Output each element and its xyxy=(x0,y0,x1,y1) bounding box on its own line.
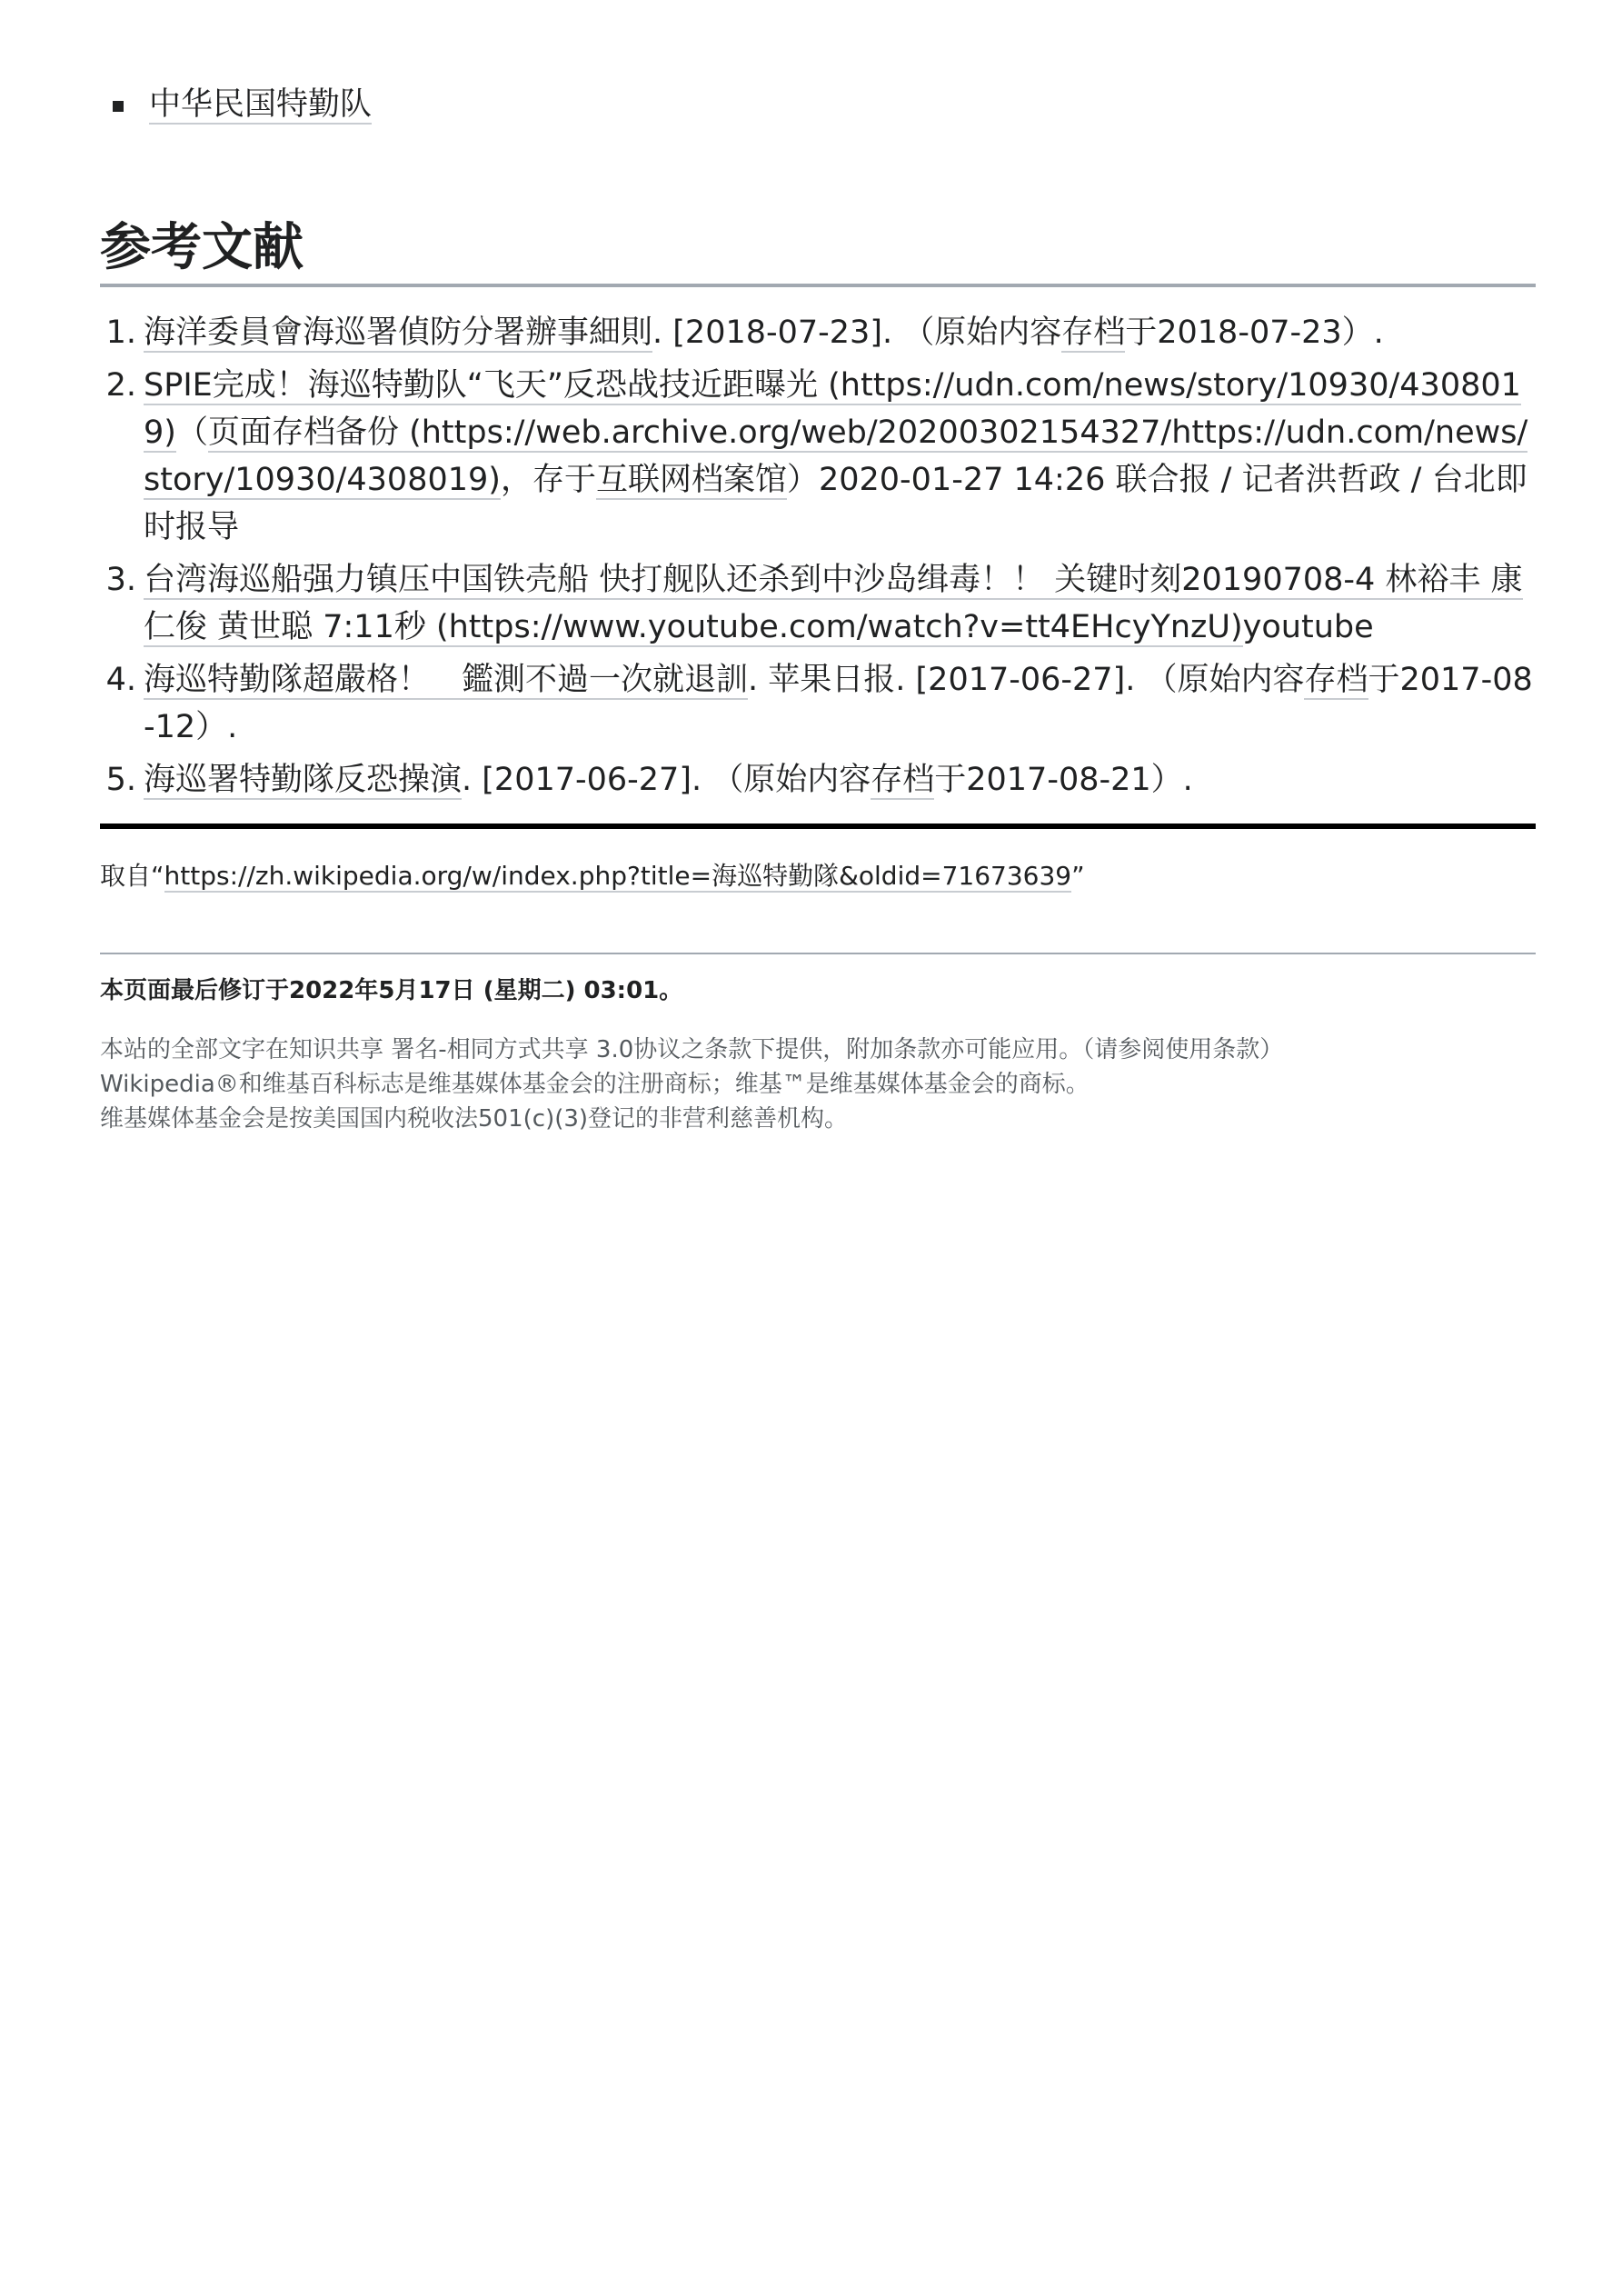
archive-date-text: 于2018-07-23）. xyxy=(1125,314,1384,351)
archive-link[interactable]: 存档 xyxy=(871,762,935,798)
archive-link[interactable]: 存档 xyxy=(1061,314,1126,351)
reference-item-5 xyxy=(105,756,1536,804)
see-also-list xyxy=(100,80,1536,129)
last-modified-text: 本页面最后修订于2022年5月17日 (星期二) 03:01。 xyxy=(100,977,683,1004)
footer-info xyxy=(100,1033,1536,1136)
page-content xyxy=(100,80,1536,1136)
reference-title-link[interactable]: 海巡署特勤隊反恐操演 xyxy=(144,762,463,798)
retrieved-from xyxy=(100,858,1536,894)
see-also-item xyxy=(100,80,1536,129)
reference-date-text: . [2017-06-27]. （原始内容 xyxy=(462,762,871,798)
reference-item-3 xyxy=(105,556,1536,651)
bullet-square-icon xyxy=(113,101,124,112)
reference-date-text: . [2018-07-23]. （原始内容 xyxy=(652,314,1062,351)
reference-source-text: ）2020-01-27 14:26 联合报 / 记者洪哲政 / 台北即时报导 xyxy=(144,462,1527,545)
retrieved-prefix: 取自“ xyxy=(100,861,164,891)
reference-source-text: youtube xyxy=(1242,609,1374,645)
reference-date-text: . 苹果日报. [2017-06-27]. （原始内容 xyxy=(748,662,1305,698)
reference-stored-text: ，存于 xyxy=(500,462,596,498)
nonprofit-text: 维基媒体基金会是按美国国内税收法501(c)(3)登记的非营利慈善机构。 xyxy=(100,1105,849,1133)
archive-date-text: 于2017-08-12）. xyxy=(144,662,1533,745)
content-end-divider xyxy=(100,824,1536,829)
backup-archive-link[interactable]: 页面存档备份 (https://web.archive.org/web/20200302154327/https://udn.com/news/story/10930/4308019) xyxy=(144,414,1528,498)
reference-title-link[interactable]: 台湾海巡船强力镇压中国铁壳船 快打舰队还杀到中沙岛缉毒！！ 关键时刻20190708-4 林裕丰 康仁俊 黄世聪 7:11秒 (https://www.youtube.com/watch?v=tt4EHcyYnzU) xyxy=(144,562,1523,645)
trademark-text: Wikipedia®和维基百科标志是维基媒体基金会的注册商标；维基™是维基媒体基金会的商标。 xyxy=(100,1071,1090,1098)
license-text: 本站的全部文字在知识共享 署名-相同方式共享 3.0协议之条款下提供，附加条款亦可能应用。（请参阅使用条款） xyxy=(100,1036,1284,1063)
reference-number: 3. xyxy=(105,562,136,598)
reference-paren-text: （ xyxy=(175,414,208,451)
reference-number: 2. xyxy=(105,367,136,404)
reference-item-4 xyxy=(105,656,1536,751)
references-heading: 参考文献 xyxy=(100,216,1536,287)
see-also-link[interactable]: 中华民国特勤队 xyxy=(149,86,373,123)
internet-archive-link[interactable]: 互联网档案馆 xyxy=(595,462,787,498)
references-list xyxy=(100,309,1536,804)
permanent-link[interactable]: https://zh.wikipedia.org/w/index.php?title=海巡特勤隊&oldid=71673639 xyxy=(164,861,1072,891)
retrieved-suffix: ” xyxy=(1071,861,1085,891)
reference-item-2 xyxy=(105,362,1536,551)
reference-item-1 xyxy=(105,309,1536,356)
reference-title-link[interactable]: 海洋委員會海巡署偵防分署辦事細則 xyxy=(144,314,653,351)
reference-title-link[interactable]: SPIE完成！海巡特勤队“飞天”反恐战技近距曝光 (https://udn.com/news/story/10930/4308019) xyxy=(144,367,1521,451)
reference-number: 1. xyxy=(105,314,136,351)
reference-number: 4. xyxy=(105,662,136,698)
reference-number: 5. xyxy=(105,762,136,798)
reference-title-link[interactable]: 海巡特勤隊超嚴格！ 鑑測不過一次就退訓 xyxy=(144,662,749,698)
footer-divider xyxy=(100,953,1536,954)
archive-link[interactable]: 存档 xyxy=(1304,662,1368,698)
archive-date-text: 于2017-08-21）. xyxy=(934,762,1193,798)
